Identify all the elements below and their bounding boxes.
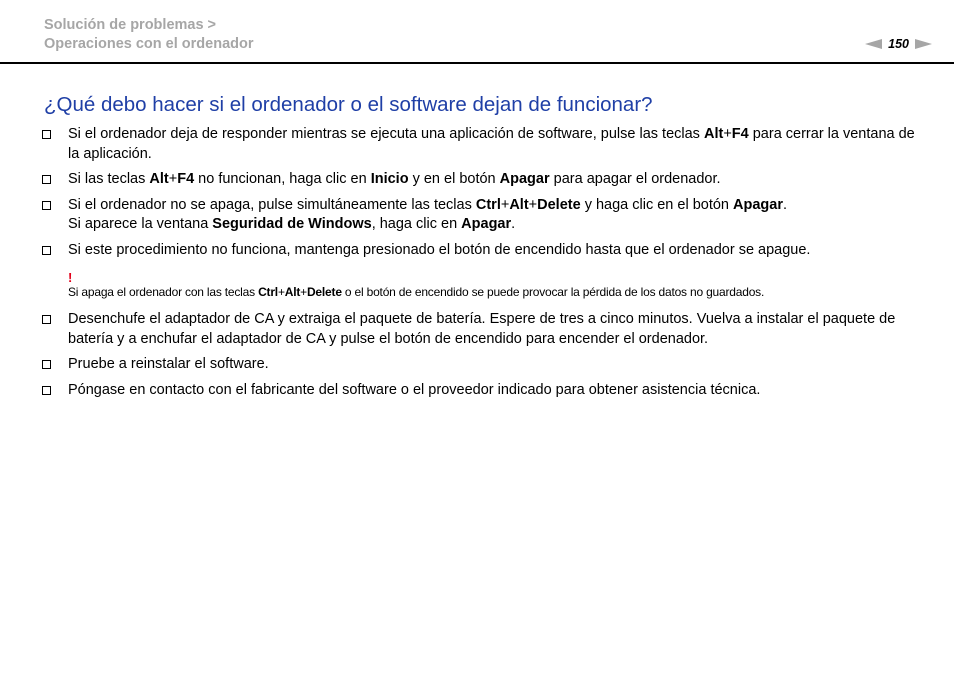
checkbox-bullet-icon bbox=[42, 175, 51, 184]
checkbox-bullet-icon bbox=[42, 315, 51, 324]
page-navigation bbox=[865, 37, 932, 51]
list-item: Pruebe a reinstalar el software. bbox=[40, 355, 920, 375]
list-item: Si el ordenador deja de responder mientras se ejecuta una aplicación de software, pulse las teclas Alt+F4 para cerrar la ventana de la aplicación. bbox=[40, 125, 920, 164]
content bbox=[40, 125, 920, 400]
previous-page-arrow-icon[interactable] bbox=[865, 39, 882, 49]
warning-text: Si apaga el ordenador con las teclas Ctrl+Alt+Delete o el botón de encendido se puede provocar la pérdida de los datos no guardados. bbox=[68, 285, 765, 299]
next-page-arrow-icon[interactable] bbox=[915, 39, 932, 49]
header-divider bbox=[0, 62, 954, 64]
list-item: Desenchufe el adaptador de CA y extraiga el paquete de batería. Espere de tres a cinco minutos. Vuelva a instalar el paquete de batería y a enchufar el adaptador de CA y pulse el botón de encendido para encender el ordenador. bbox=[40, 310, 920, 349]
checkbox-bullet-icon bbox=[42, 386, 51, 395]
page-title: ¿Qué debo hacer si el ordenador o el software dejan de funcionar? bbox=[44, 93, 653, 116]
checkbox-bullet-icon bbox=[42, 246, 51, 255]
page-number: 150 bbox=[888, 37, 909, 51]
list-item: Si las teclas Alt+F4 no funcionan, haga clic en Inicio y en el botón Apagar para apagar el ordenador. bbox=[40, 170, 920, 190]
list-item: Póngase en contacto con el fabricante del software o el proveedor indicado para obtener asistencia técnica. bbox=[40, 381, 920, 401]
breadcrumb-line-2: Operaciones con el ordenador bbox=[44, 36, 254, 52]
checkbox-bullet-icon bbox=[42, 130, 51, 139]
warning-note bbox=[68, 271, 920, 300]
breadcrumb bbox=[44, 16, 254, 54]
list-item: Si el ordenador no se apaga, pulse simultáneamente las teclas Ctrl+Alt+Delete y haga clic en el botón Apagar. Si aparece la ventana Seguridad de Windows, haga clic en Apagar. bbox=[40, 196, 920, 235]
breadcrumb-line-1: Solución de problemas > bbox=[44, 17, 217, 33]
checkbox-bullet-icon bbox=[42, 360, 51, 369]
warning-icon: ! bbox=[68, 270, 73, 285]
list-item: Si este procedimiento no funciona, mantenga presionado el botón de encendido hasta que el ordenador se apague. bbox=[40, 241, 920, 261]
checkbox-bullet-icon bbox=[42, 201, 51, 210]
